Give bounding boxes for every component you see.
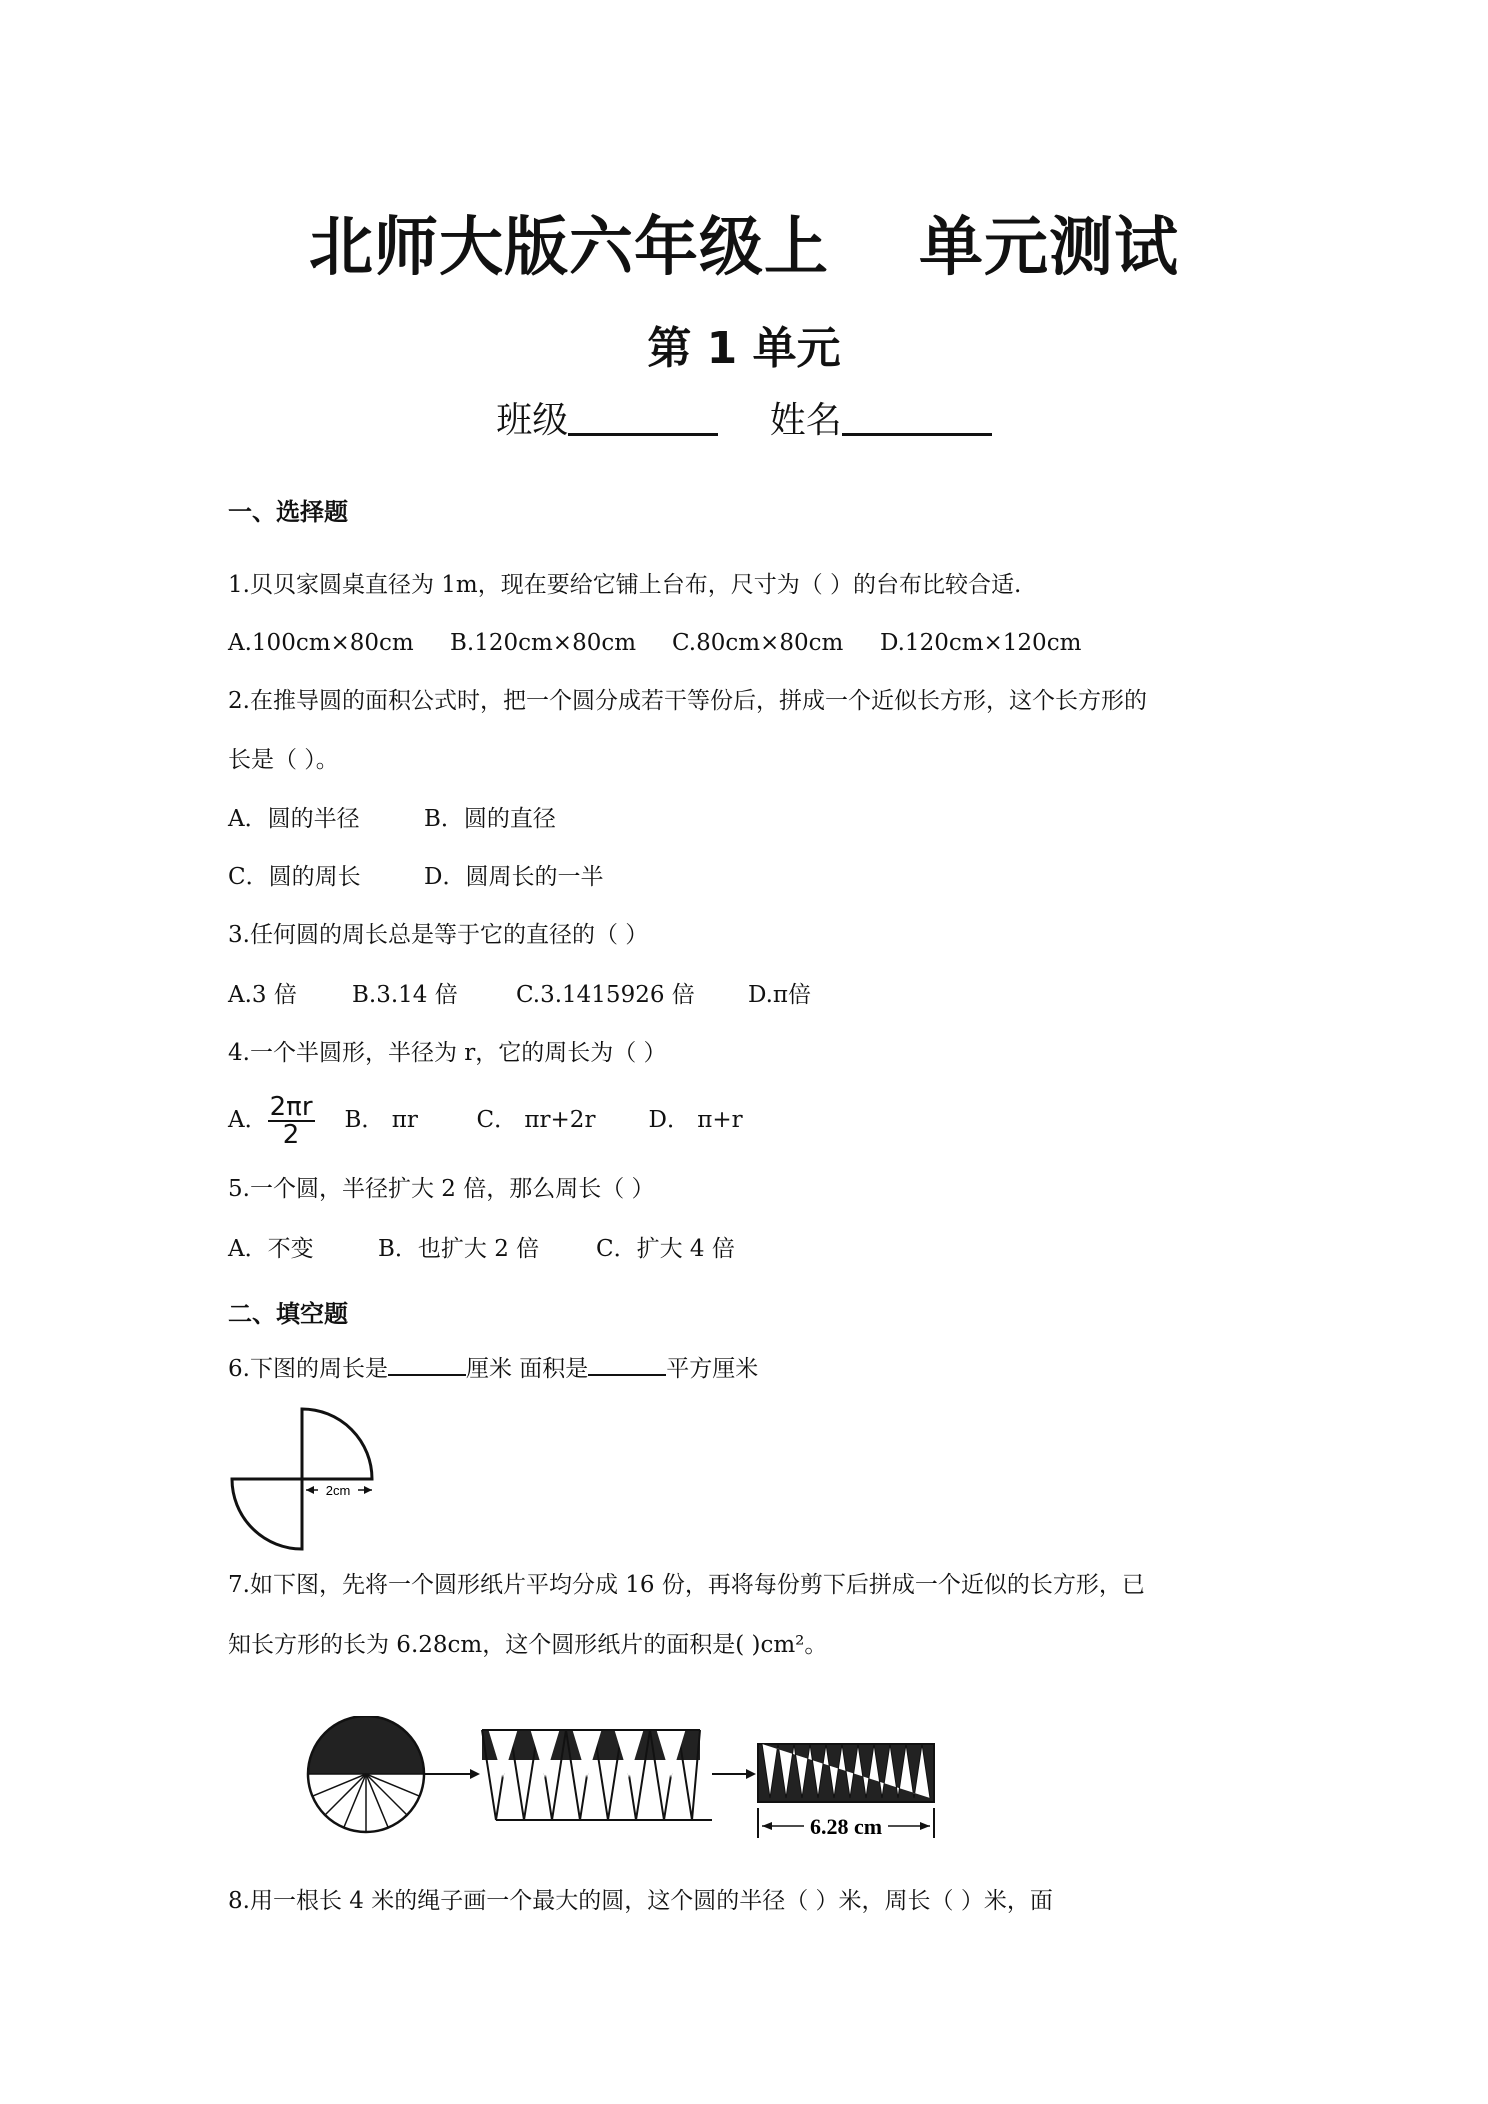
dim-arrow-right-icon	[920, 1822, 930, 1830]
q2-option-d[interactable]: D．圆周长的一半	[424, 864, 604, 890]
question-1-options	[228, 628, 1081, 658]
question-4-options	[228, 1090, 743, 1150]
q7-circle-to-rectangle-figure	[300, 1716, 940, 1850]
q5-option-c[interactable]: C．扩大 4 倍	[596, 1236, 735, 1262]
arrow-1-icon	[470, 1769, 480, 1779]
q6-perimeter-blank[interactable]	[388, 1352, 466, 1376]
q4-option-a-fraction	[268, 1094, 315, 1148]
q2-option-c[interactable]: C．圆的周长	[228, 864, 361, 890]
question-2-line1: 2.在推导圆的面积公式时，把一个圆分成若干等份后，拼成一个近似长方形，这个长方形的	[228, 688, 1147, 714]
arrow-right-icon	[364, 1486, 372, 1494]
q6-prefix: 6.下图的周长是	[228, 1356, 388, 1382]
question-5: 5.一个圆，半径扩大 2 倍，那么周长（ ）	[228, 1176, 655, 1202]
q6-suffix: 平方厘米	[666, 1356, 759, 1382]
dim-arrow-left-icon	[762, 1822, 772, 1830]
q5-option-a[interactable]: A．不变	[228, 1236, 314, 1262]
q6-dimension-label: 2cm	[325, 1483, 351, 1498]
q3-option-a[interactable]: A.3 倍	[228, 982, 297, 1008]
question-5-options	[228, 1234, 735, 1264]
question-7-line2: 知长方形的长为 6.28cm，这个圆形纸片的面积是( )cm²。	[228, 1632, 828, 1658]
q6-mid: 厘米 面积是	[465, 1356, 589, 1382]
arrow-left-icon	[306, 1486, 314, 1494]
q2-option-b[interactable]: B．圆的直径	[424, 806, 556, 832]
arrow-2-icon	[746, 1769, 756, 1779]
q7-length-label: 6.28 cm	[809, 1814, 883, 1839]
question-2-line2: 长是（ ）。	[228, 747, 339, 773]
name-label: 姓名	[769, 400, 842, 441]
question-6	[228, 1352, 758, 1384]
title-left: 北师大版六年级上	[309, 211, 829, 285]
q4-option-d[interactable]: D． π+r	[648, 1107, 743, 1133]
q2-option-a[interactable]: A．圆的半径	[228, 806, 360, 832]
question-4: 4.一个半圆形，半径为 r，它的周长为（ ）	[228, 1040, 667, 1066]
section-heading-fill: 二、填空题	[228, 1300, 348, 1328]
class-name-row	[0, 392, 1488, 443]
q1-option-a[interactable]: A.100cm×80cm	[228, 630, 414, 656]
section-heading-choice: 一、选择题	[228, 498, 348, 526]
lower-quarter-circle	[232, 1479, 302, 1549]
q4-option-a[interactable]	[228, 1092, 345, 1150]
q1-option-d[interactable]: D.120cm×120cm	[880, 630, 1082, 656]
name-blank[interactable]	[842, 399, 992, 436]
q3-option-b[interactable]: B.3.14 倍	[352, 982, 458, 1008]
fraction-denominator: 2	[282, 1120, 300, 1150]
worksheet-title	[0, 196, 1488, 288]
title-right: 单元测试	[919, 211, 1179, 285]
question-3: 3.任何圆的周长总是等于它的直径的（ ）	[228, 922, 649, 948]
q3-option-d[interactable]: D.π倍	[748, 982, 812, 1008]
class-blank[interactable]	[568, 399, 718, 436]
q6-area-blank[interactable]	[588, 1352, 666, 1376]
question-3-options	[228, 980, 811, 1010]
circle-top-half-shaded	[308, 1716, 424, 1774]
q1-option-c[interactable]: C.80cm×80cm	[672, 630, 844, 656]
question-1: 1.贝贝家圆桌直径为 1m，现在要给它铺上台布，尺寸为（ ）的台布比较合适.	[228, 572, 1022, 598]
question-7-line1: 7.如下图，先将一个圆形纸片平均分成 16 份，再将每份剪下后拼成一个近似的长方形，已	[228, 1572, 1145, 1598]
question-8: 8.用一根长 4 米的绳子画一个最大的圆，这个圆的半径（ ）米，周长（ ）米，面	[228, 1888, 1053, 1914]
fraction-numerator: 2πr	[269, 1092, 313, 1122]
q3-option-c[interactable]: C.3.1415926 倍	[516, 982, 695, 1008]
question-2-options-row1	[228, 804, 556, 834]
q4-option-c[interactable]: C． πr+2r	[476, 1107, 596, 1133]
q6-quarter-circles-figure	[222, 1404, 382, 1554]
q5-option-b[interactable]: B．也扩大 2 倍	[378, 1236, 540, 1262]
circle-sector-lines	[308, 1774, 424, 1832]
q4-option-a-label: A．	[228, 1107, 268, 1133]
q4-option-b[interactable]: B． πr	[344, 1107, 418, 1133]
q1-option-b[interactable]: B.120cm×80cm	[450, 630, 637, 656]
question-2-options-row2	[228, 862, 603, 892]
unit-subtitle: 第 1 单元	[647, 323, 841, 374]
class-label: 班级	[496, 400, 569, 441]
upper-quarter-circle	[302, 1409, 372, 1479]
